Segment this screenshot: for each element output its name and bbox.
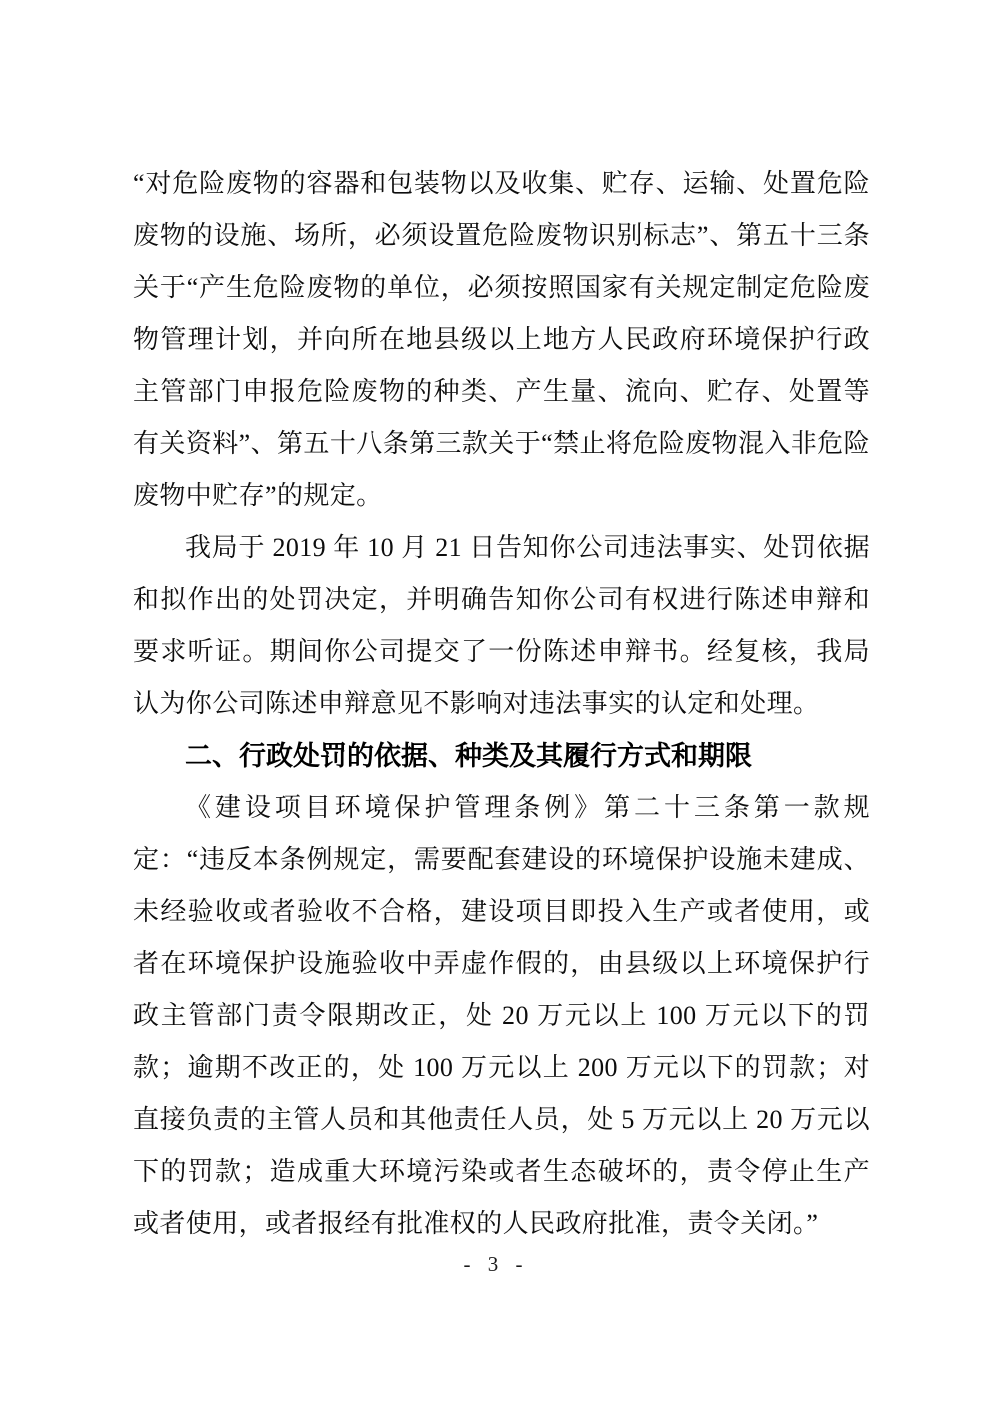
section-heading-penalty-basis: 二、行政处罚的依据、种类及其履行方式和期限 (185, 741, 752, 771)
document-body (133, 158, 870, 1250)
paragraph-notification: 我局于 2019 年 10 月 21 日告知你公司违法事实、处罚依据和拟作出的处罚决定，并明确告知你公司有权进行陈述申辩和要求听证。期间你公司提交了一份陈述申辩书。经复核，我局认为你公司陈述申辩意见不影响对违法事实的认定和处理。 (133, 533, 870, 718)
page-number: - 3 - (463, 1252, 529, 1276)
paragraph-legal-citation: “对危险废物的容器和包装物以及收集、贮存、运输、处置危险废物的设施、场所，必须设置危险废物识别标志”、第五十三条关于“产生危险废物的单位，必须按照国家有关规定制定危险废物管理计划，并向所在地县级以上地方人民政府环境保护行政主管部门申报危险废物的种类、产生量、流向、贮存、处置等有关资料”、第五十八条第三款关于“禁止将危险废物混入非危险废物中贮存”的规定。 (133, 169, 870, 510)
paragraph-penalty-regulation: 《建设项目环境保护管理条例》第二十三条第一款规定：“违反本条例规定，需要配套建设的环境保护设施未建成、未经验收或者验收不合格，建设项目即投入生产或者使用，或者在环境保护设施验收中弄虚作假的，由县级以上环境保护行政主管部门责令限期改正，处 20 万元以上 100 万元以下的罚款；逾期不改正的，处 100 万元以上 200 万元以下的罚款；对直接负责的主管人员和其他责任人员，处 5 万元以上 20 万元以下的罚款；造成重大环境污染或者生态破坏的，责令停止生产或者使用，或者报经有批准权的人民政府批准，责令关闭。” (133, 793, 870, 1238)
